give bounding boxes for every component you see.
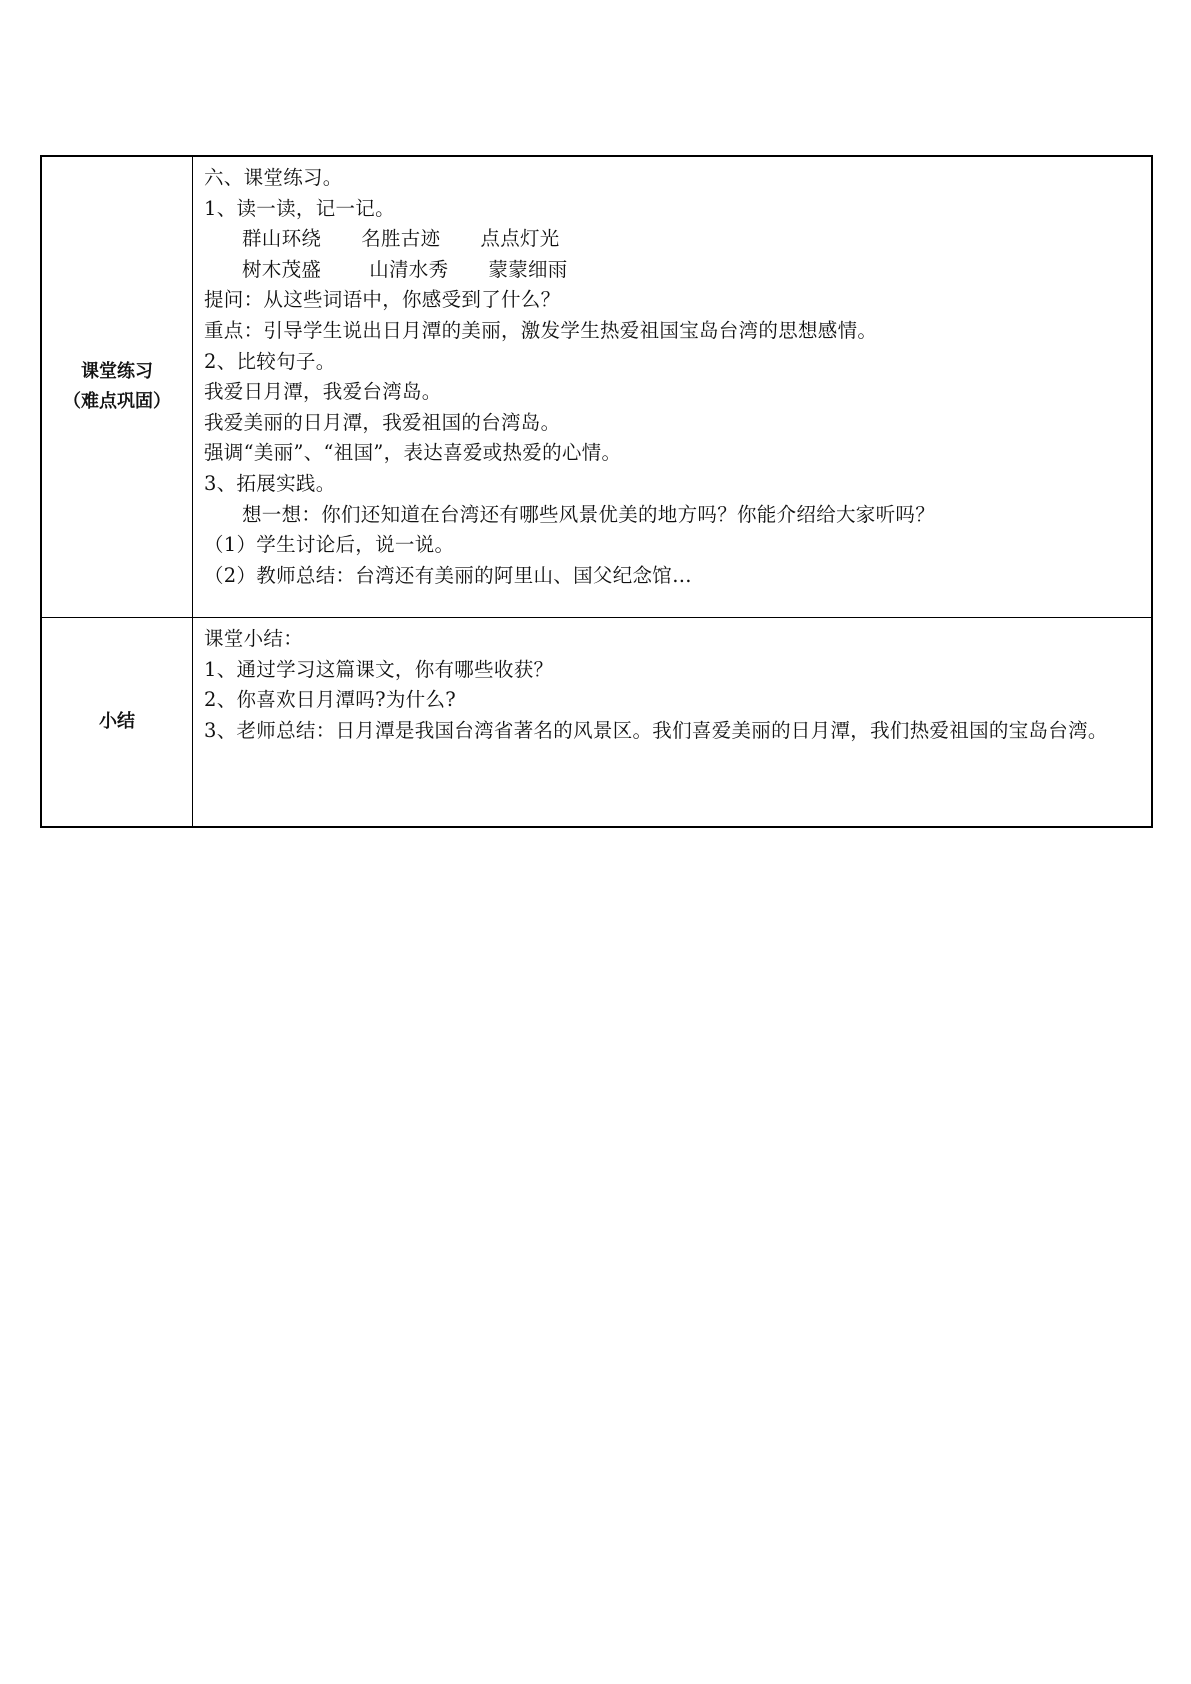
summary-title: 课堂小结： — [204, 627, 304, 650]
summary-teacher-conclusion: 3、老师总结：日月潭是我国台湾省著名的风景区。我们喜爱美丽的日月潭，我们热爱祖国的宝岛台湾。 — [204, 718, 1108, 742]
summary-content-cell — [193, 618, 1153, 828]
practice-focus: 重点：引导学生说出日月潭的美丽，激发学生热爱祖国宝岛台湾的思想感情。 — [204, 318, 878, 342]
words-row-1 — [204, 224, 1141, 255]
word: 蒙蒙细雨 — [488, 257, 568, 281]
practice-label-cell — [41, 156, 193, 618]
practice-emphasis: 强调“美丽”、“祖国”，表达喜爱或热爱的心情。 — [204, 441, 622, 465]
practice-sublabel: （难点巩固） — [63, 391, 171, 412]
practice-item-1: 1、读一读，记一记。 — [204, 196, 395, 220]
summary-label: 小结 — [99, 711, 135, 732]
lesson-plan-table — [40, 155, 1153, 828]
compare-sentence-2: 我爱美丽的日月潭，我爱祖国的台湾岛。 — [204, 410, 561, 434]
practice-think: 想一想：你们还知道在台湾还有哪些风景优美的地方吗？你能介绍给大家听吗？ — [242, 502, 936, 526]
practice-content-cell — [193, 156, 1153, 618]
table-row-practice — [41, 156, 1152, 618]
compare-sentence-1: 我爱日月潭，我爱台湾岛。 — [204, 380, 442, 404]
word: 树木茂盛 — [242, 257, 322, 281]
word: 山清水秀 — [369, 257, 449, 281]
practice-label: 课堂练习 — [81, 361, 153, 382]
practice-step-2: （2）教师总结：台湾还有美丽的阿里山、国父纪念馆… — [204, 563, 692, 587]
word: 群山环绕 — [242, 227, 322, 251]
practice-step-1: （1）学生讨论后，说一说。 — [204, 533, 455, 557]
words-row-2 — [204, 255, 1141, 286]
practice-question: 提问：从这些词语中，你感受到了什么？ — [204, 288, 561, 312]
summary-question-2: 2、你喜欢日月潭吗?为什么? — [204, 688, 457, 712]
table-row-summary — [41, 618, 1152, 828]
practice-title: 六、课堂练习。 — [204, 166, 343, 189]
practice-item-2: 2、比较句子。 — [204, 349, 336, 373]
word: 名胜古迹 — [361, 227, 441, 251]
word: 点点灯光 — [480, 227, 560, 251]
summary-question-1: 1、通过学习这篇课文，你有哪些收获？ — [204, 657, 554, 681]
summary-label-cell — [41, 618, 193, 828]
practice-item-3: 3、拓展实践。 — [204, 471, 336, 495]
